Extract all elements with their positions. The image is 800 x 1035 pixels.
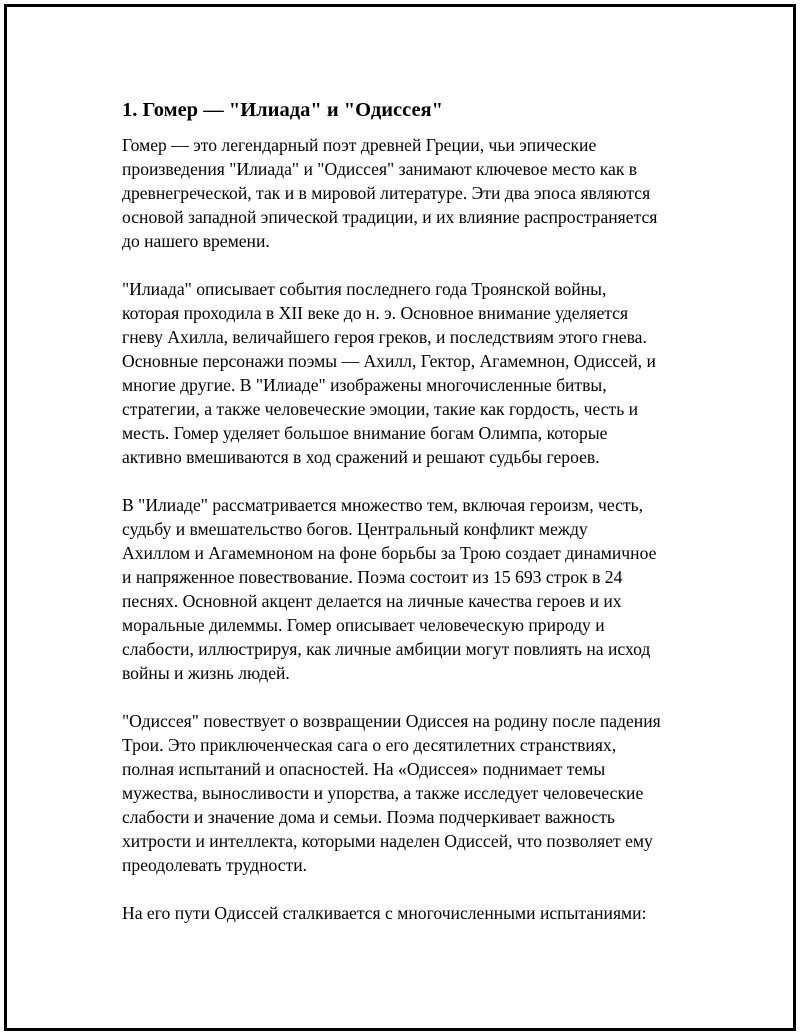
- text-line: Трои. Это приключенческая сага о его десятилетних странствиях,: [122, 735, 617, 755]
- text-line: слабости и значение дома и семьи. Поэма подчеркивает важность: [122, 807, 615, 827]
- text-line: песнях. Основной акцент делается на личные качества героев и их: [122, 591, 622, 611]
- document-page: [4, 4, 796, 1031]
- text-line: основой западной эпической традиции, и их влияние распространяется: [122, 207, 658, 227]
- text-line: "Илиада" описывает события последнего года Троянской войны,: [122, 279, 607, 299]
- text-line: Основные персонажи поэмы — Ахилл, Гектор, Агамемнон, Одиссей, и: [122, 351, 656, 371]
- text-line: На его пути Одиссей сталкивается с многочисленными испытаниями:: [122, 903, 647, 923]
- text-line: стратегии, а также человеческие эмоции, такие как гордость, честь и: [122, 399, 639, 419]
- text-line: активно вмешиваются в ход сражений и решают судьбы героев.: [122, 447, 600, 467]
- text-line: судьбу и вмешательство богов. Центральный конфликт между: [122, 519, 588, 539]
- paragraph-iliad-summary: [122, 277, 702, 469]
- text-line: гневу Ахилла, величайшего героя греков, и последствиям этого гнева.: [122, 327, 647, 347]
- text-line: до нашего времени.: [122, 231, 270, 251]
- text-line: войны и жизнь людей.: [122, 663, 290, 683]
- document-body: [122, 97, 702, 949]
- paragraph-odyssey-trials: [122, 901, 702, 925]
- text-line: хитрости и интеллекта, которыми наделен Одиссей, что позволяет ему: [122, 831, 653, 851]
- text-line: моральные дилеммы. Гомер описывает человеческую природу и: [122, 615, 605, 635]
- text-line: слабости, иллюстрируя, как личные амбиции могут повлиять на исход: [122, 639, 651, 659]
- text-line: и напряженное повествование. Поэма состоит из 15 693 строк в 24: [122, 567, 623, 587]
- text-line: древнегреческой, так и в мировой литературе. Эти два эпоса являются: [122, 183, 651, 203]
- text-line: многие другие. В "Илиаде" изображены многочисленные битвы,: [122, 375, 607, 395]
- text-line: Ахиллом и Агамемноном на фоне борьбы за Трою создает динамичное: [122, 543, 657, 563]
- text-line: преодолевать трудности.: [122, 855, 308, 875]
- text-line: "Одиссея" повествует о возвращении Одиссея на родину после падения: [122, 711, 661, 731]
- text-line: мужества, выносливости и упорства, а также исследует человеческие: [122, 783, 644, 803]
- section-heading: 1. Гомер — "Илиада" и "Одиссея": [122, 99, 444, 121]
- paragraph-intro: [122, 133, 702, 253]
- paragraph-odyssey-summary: [122, 709, 702, 877]
- text-line: произведения "Илиада" и "Одиссея" занимают ключевое место как в: [122, 159, 638, 179]
- text-line: месть. Гомер уделяет большое внимание богам Олимпа, которые: [122, 423, 608, 443]
- paragraph-iliad-themes: [122, 493, 702, 685]
- text-line: В "Илиаде" рассматривается множество тем, включая героизм, честь,: [122, 495, 644, 515]
- text-line: полная испытаний и опасностей. На «Одиссея» поднимает темы: [122, 759, 606, 779]
- text-line: Гомер — это легендарный поэт древней Греции, чьи эпические: [122, 135, 597, 155]
- text-line: которая проходила в XII веке до н. э. Основное внимание уделяется: [122, 303, 629, 323]
